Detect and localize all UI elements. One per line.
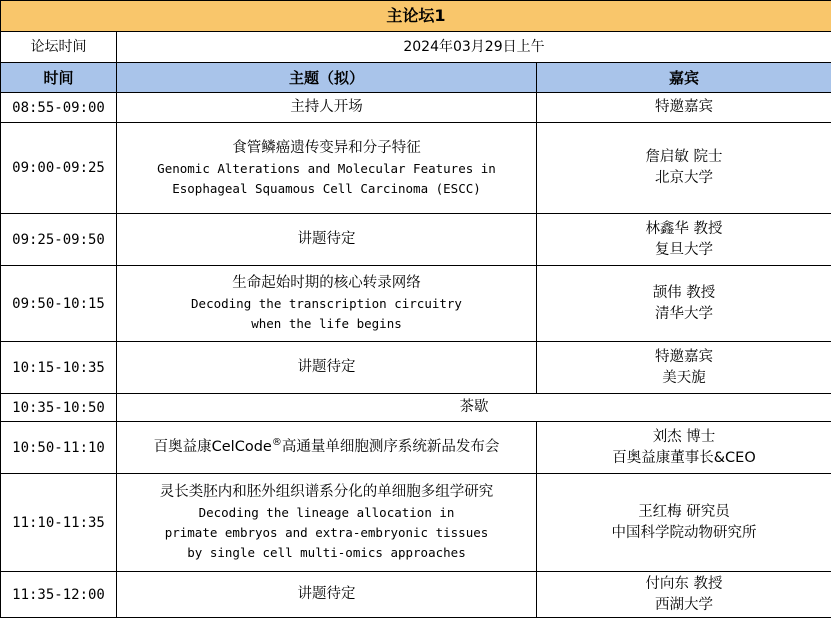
forum-title: 主论坛1 [1,1,831,32]
topic-zh: 讲题待定 [117,357,536,378]
topic-en-line: primate embryos and extra-embryonic tissues [117,523,536,543]
registered-mark: ® [272,437,282,448]
table-row [1,123,831,214]
speaker-name: 刘杰 博士 [537,427,831,448]
session-speaker [537,342,831,394]
session-speaker [537,422,831,474]
speaker-name: 林鑫华 教授 [537,219,831,240]
session-time: 10:15-10:35 [1,342,117,394]
table-row [1,474,831,572]
session-speaker [537,572,831,618]
table-row [1,394,831,422]
header-time: 时间 [1,63,117,93]
session-topic [117,266,537,342]
speaker-affiliation: 百奥益康董事长&CEO [537,448,831,469]
topic-zh: 灵长类胚内和胚外组织谱系分化的单细胞多组学研究 [117,482,536,503]
speaker-affiliation: 美天旎 [537,368,831,389]
session-time: 09:00-09:25 [1,123,117,214]
title-row [1,1,831,32]
topic-zh: 主持人开场 [117,97,536,118]
topic-en-line: by single cell multi-omics approaches [117,543,536,563]
table-row [1,342,831,394]
topic-zh: 讲题待定 [117,584,536,605]
session-time: 08:55-09:00 [1,93,117,123]
session-time: 11:10-11:35 [1,474,117,572]
session-topic [117,342,537,394]
topic-en-line: when the life begins [117,314,536,334]
session-time: 11:35-12:00 [1,572,117,618]
session-topic [117,123,537,214]
session-topic [117,214,537,266]
session-speaker [537,123,831,214]
table-row [1,93,831,123]
table-row [1,214,831,266]
session-speaker [537,93,831,123]
topic-zh: 食管鳞癌遗传变异和分子特征 [117,138,536,159]
speaker-affiliation: 中国科学院动物研究所 [537,523,831,544]
session-time: 10:35-10:50 [1,394,117,422]
speaker-name: 特邀嘉宾 [537,97,831,118]
topic-en-line: Genomic Alterations and Molecular Features in [117,159,536,179]
topic-en-line: Decoding the lineage allocation in [117,503,536,523]
header-topic: 主题（拟） [117,63,537,93]
topic-en-line: Decoding the transcription circuitry [117,294,536,314]
speaker-name: 詹启敏 院士 [537,147,831,168]
topic-zh: 生命起始时期的核心转录网络 [117,273,536,294]
table-row [1,266,831,342]
topic-zh-part: 百奥益康CelCode [154,439,272,455]
session-topic [117,93,537,123]
table-row [1,422,831,474]
speaker-affiliation: 清华大学 [537,304,831,325]
topic-zh [117,437,536,458]
session-time: 10:50-11:10 [1,422,117,474]
topic-zh-part: 高通量单细胞测序系统新品发布会 [282,439,500,455]
speaker-name: 付向东 教授 [537,574,831,595]
session-time: 09:50-10:15 [1,266,117,342]
date-row [1,32,831,63]
session-topic [117,474,537,572]
break-label [117,394,831,422]
session-topic [117,572,537,618]
session-speaker [537,474,831,572]
date-label: 论坛时间 [1,32,117,63]
speaker-name: 颉伟 教授 [537,283,831,304]
speaker-affiliation: 北京大学 [537,168,831,189]
speaker-affiliation: 复旦大学 [537,240,831,261]
table-row [1,572,831,618]
topic-en-line: Esophageal Squamous Cell Carcinoma (ESCC) [117,179,536,199]
speaker-name: 王红梅 研究员 [537,502,831,523]
speaker-affiliation: 西湖大学 [537,595,831,616]
session-time: 09:25-09:50 [1,214,117,266]
break-text: 茶歇 [117,397,831,418]
session-topic [117,422,537,474]
speaker-name: 特邀嘉宾 [537,347,831,368]
header-row [1,63,831,93]
topic-zh: 讲题待定 [117,229,536,250]
date-value: 2024年03月29日上午 [117,32,831,63]
header-speaker: 嘉宾 [537,63,831,93]
session-speaker [537,214,831,266]
session-speaker [537,266,831,342]
